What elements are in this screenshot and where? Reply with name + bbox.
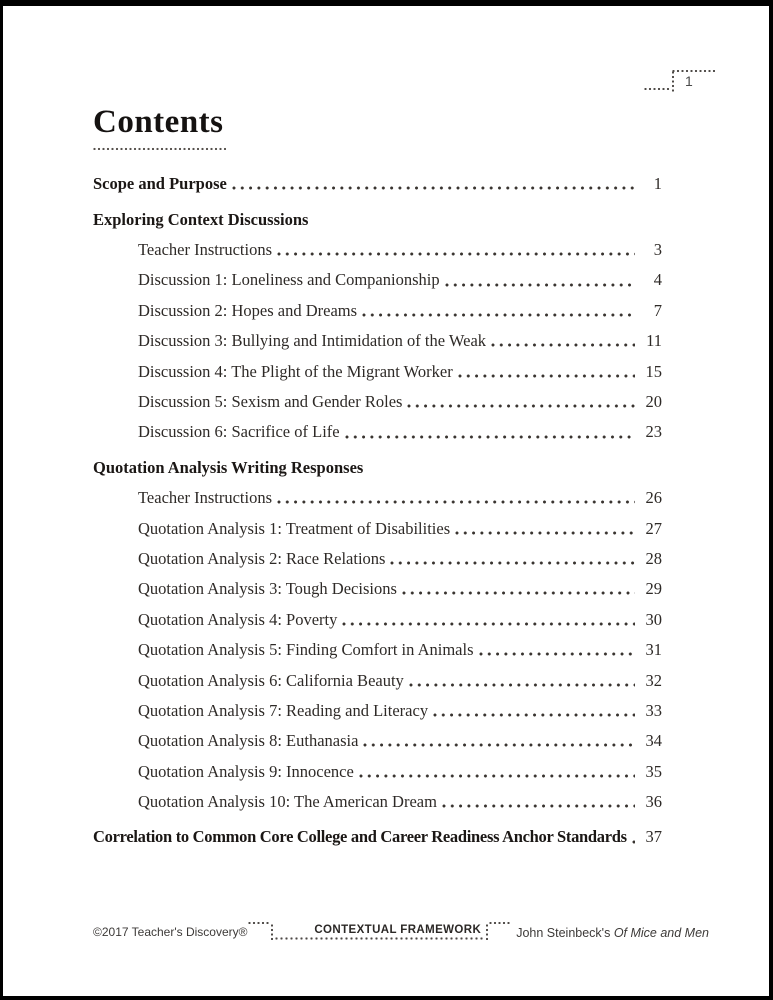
copyright-text: ©2017 Teacher's Discovery® (93, 925, 248, 939)
toc-entry (93, 816, 662, 846)
page-footer (93, 922, 709, 941)
toc-entry-label: Discussion 2: Hopes and Dreams (138, 300, 358, 320)
toc-entry-label: Quotation Analysis 2: Race Relations (138, 548, 386, 568)
toc-entry-page: 4 (653, 270, 662, 290)
toc-entry-page: 23 (645, 422, 662, 442)
toc-dot-leader (458, 363, 635, 381)
toc-entry (93, 229, 662, 259)
toc-entry (93, 629, 662, 659)
toc-dot-leader (402, 580, 635, 598)
page-corner-bracket (644, 70, 715, 96)
toc-entry-label: Quotation Analysis 7: Reading and Literacy (138, 700, 429, 720)
toc-entry (93, 659, 662, 689)
footer-dotted-leader (275, 922, 485, 941)
dotted-line-left (644, 88, 670, 90)
dotted-tick-vertical (271, 924, 273, 940)
toc-entry (93, 690, 662, 720)
toc-entry (93, 598, 662, 628)
dotted-divider-right (485, 922, 511, 941)
toc-entry-label: Teacher Instructions (138, 488, 272, 508)
toc-entry (93, 320, 662, 350)
toc-entry-page: 1 (653, 174, 662, 194)
toc-entry-page: 33 (645, 700, 662, 720)
toc-entry (93, 198, 662, 228)
toc-entry-page: 28 (645, 548, 662, 568)
series-title: CONTEXTUAL FRAMEWORK (314, 924, 482, 936)
toc-entry (93, 259, 662, 289)
toc-entry-page: 3 (653, 240, 662, 260)
toc-entry (93, 350, 662, 380)
dotted-tick-overline (248, 922, 269, 924)
toc-entry (93, 781, 662, 811)
toc-entry (93, 381, 662, 411)
toc-dot-leader (359, 763, 635, 781)
dotted-tick-overline (489, 922, 510, 924)
toc-entry-label: Quotation Analysis 8: Euthanasia (138, 731, 359, 751)
toc-entry (93, 568, 662, 598)
toc-entry-page: 34 (645, 731, 662, 751)
toc-entry-label: Quotation Analysis 3: Tough Decisions (138, 579, 397, 599)
toc-entry-page: 11 (646, 331, 662, 351)
book-title: Of Mice and Men (613, 926, 709, 940)
toc-entry-label: Discussion 3: Bullying and Intimidation of the Weak (138, 331, 487, 351)
toc-entry-label: Scope and Purpose (93, 174, 227, 194)
toc-dot-leader (491, 332, 635, 350)
toc-entry (93, 750, 662, 780)
toc-entry-label: Quotation Analysis 9: Innocence (138, 761, 354, 781)
toc-dot-leader (362, 302, 635, 320)
book-author-prefix: John Steinbeck's (516, 926, 611, 940)
toc-dot-leader (632, 829, 635, 847)
toc-entry-page: 36 (645, 792, 662, 812)
toc-entry-label: Quotation Analysis Writing Responses (93, 457, 364, 477)
toc-entry (93, 447, 662, 477)
page-content (3, 6, 769, 847)
toc-entry-label: Discussion 1: Loneliness and Companionship (138, 270, 440, 290)
toc-entry-page: 26 (645, 488, 662, 508)
toc-entry (93, 290, 662, 320)
toc-entry-page: 37 (645, 827, 662, 847)
toc-entry-page: 31 (645, 640, 662, 660)
toc-entry (93, 720, 662, 750)
dotted-line-vertical (672, 71, 674, 93)
toc-entry (93, 411, 662, 441)
toc-dot-leader (479, 641, 635, 659)
dotted-divider-left (248, 922, 274, 941)
toc-entry-label: Exploring Context Discussions (93, 209, 309, 229)
toc-dot-leader (433, 702, 635, 720)
toc-entry-label: Discussion 6: Sacrifice of Life (138, 422, 340, 442)
toc-entry-label: Quotation Analysis 6: California Beauty (138, 670, 404, 690)
toc-entry (93, 507, 662, 537)
toc-dot-leader (409, 672, 635, 690)
toc-entry-page: 27 (645, 518, 662, 538)
page-number: 1 (685, 73, 693, 89)
toc-entry-label: Discussion 5: Sexism and Gender Roles (138, 391, 403, 411)
toc-entry-label: Quotation Analysis 10: The American Dream (138, 792, 437, 812)
toc-dot-leader (342, 611, 635, 629)
toc-list (93, 163, 662, 847)
book-reference (516, 926, 709, 941)
toc-dot-leader (345, 424, 635, 442)
toc-entry-page: 32 (645, 670, 662, 690)
toc-dot-leader (232, 175, 635, 193)
toc-entry (93, 163, 662, 193)
toc-dot-leader (277, 489, 635, 507)
toc-dot-leader (390, 550, 635, 568)
toc-dot-leader (277, 241, 635, 259)
toc-entry (93, 538, 662, 568)
toc-entry-page: 29 (645, 579, 662, 599)
toc-entry-label: Correlation to Common Core College and Career Readiness Anchor Standards (93, 827, 627, 847)
toc-entry-label: Quotation Analysis 1: Treatment of Disabilities (138, 518, 451, 538)
toc-entry-label: Quotation Analysis 5: Finding Comfort in Animals (138, 640, 474, 660)
toc-entry-page: 15 (645, 361, 662, 381)
toc-dot-leader (445, 272, 635, 290)
dotted-line-top (672, 70, 715, 72)
toc-entry-page: 35 (645, 761, 662, 781)
toc-entry-label: Quotation Analysis 4: Poverty (138, 609, 338, 629)
dotted-tick-vertical (486, 924, 488, 940)
toc-dot-leader (442, 793, 635, 811)
toc-entry-page: 7 (653, 300, 662, 320)
toc-entry-label: Discussion 4: The Plight of the Migrant Worker (138, 361, 453, 381)
toc-dot-leader (455, 520, 635, 538)
toc-entry (93, 477, 662, 507)
toc-dot-leader (363, 732, 635, 750)
page-title: Contents (93, 104, 226, 150)
toc-entry-label: Teacher Instructions (138, 240, 272, 260)
toc-entry-page: 30 (645, 609, 662, 629)
toc-dot-leader (407, 393, 635, 411)
toc-entry-page: 20 (645, 391, 662, 411)
